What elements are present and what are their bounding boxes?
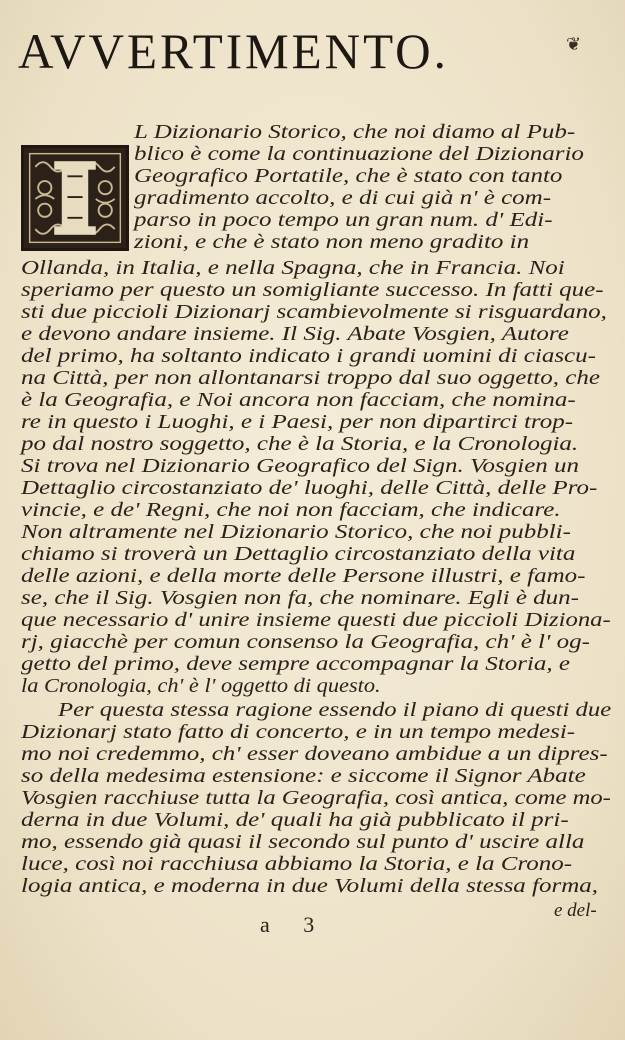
text-line: se, che il Sig. Vosgien non fa, che nominare. Egli è dun- xyxy=(21,587,580,609)
text-line: so della medesima estensione: e siccome il Signor Abate xyxy=(21,765,586,787)
text-line: zioni, e che è stato non meno gradito in xyxy=(134,231,530,253)
text-line: vincie, e de' Regni, che noi non facciam, che indicare. xyxy=(21,499,561,521)
text-line: è la Geografia, e Noi ancora non facciam, che nomina- xyxy=(21,389,576,411)
text-line: derna in due Volumi, de' quali ha già pubblicato il pri- xyxy=(21,809,569,831)
text-line: luce, così noi racchiusa abbiamo la Storia, e la Crono- xyxy=(21,853,573,875)
text-line: gradimento accolto, e di cui già n' è com- xyxy=(134,187,552,209)
text-line: parso in poco tempo un gran num. d' Edi- xyxy=(134,209,553,231)
text-line: del primo, ha soltanto indicato i grandi uomini di ciascu- xyxy=(21,345,596,367)
text-line: mo, essendo già quasi il secondo sul punto d' uscire alla xyxy=(21,831,585,853)
text-line: Si trova nel Dizionario Geografico del Sign. Vosgien un xyxy=(21,455,580,477)
text-line: chiamo si troverà un Dettaglio circostanziato della vita xyxy=(21,543,576,565)
text-line: Ollanda, in Italia, e nella Spagna, che in Francia. Noi xyxy=(21,257,565,279)
catchword: e del- xyxy=(554,900,597,921)
text-line: na Città, per non allontanarsi troppo dal suo oggetto, che xyxy=(21,367,600,389)
signature-mark: a 3 xyxy=(260,912,329,937)
text-line: re in questo i Luoghi, e i Paesi, per non dipartirci trop- xyxy=(21,411,574,433)
text-line: rj, giacchè per comun consenso la Geografia, ch' è l' og- xyxy=(21,631,590,653)
text-line: Geografico Portatile, che è stato con tanto xyxy=(134,165,563,187)
text-line: getto del primo, deve sempre accompagnar la Storia, e xyxy=(21,653,570,675)
margin-mark: ❦ xyxy=(566,34,582,54)
text-line: L Dizionario Storico, che noi diamo al Pub- xyxy=(134,121,576,143)
text-line: Non altramente nel Dizionario Storico, che noi pubbli- xyxy=(21,521,571,543)
text-line: que necessario d' unire insieme questi due piccioli Diziona- xyxy=(21,609,611,631)
text-line: blico è come la continuazione del Dizionario xyxy=(134,143,584,165)
text-line: mo noi credemmo, ch' esser doveano ambidue a un dipres- xyxy=(21,743,608,765)
page-title: AVVERTIMENTO. xyxy=(18,23,449,79)
text-line: Dettaglio circostanziato de' luoghi, delle Città, delle Pro- xyxy=(21,477,598,499)
text-line: Dizionarj stato fatto di concerto, e in un tempo medesi- xyxy=(21,721,576,743)
text-line: speriamo per questo un somigliante successo. In fatti que- xyxy=(21,279,604,301)
text-line: la Cronologia, ch' è l' oggetto di questo. xyxy=(21,675,381,697)
text-line: Per questa stessa ragione essendo il piano di questi due xyxy=(58,699,612,721)
text-line: po dal nostro soggetto, che è la Storia, e la Cronologia. xyxy=(21,433,579,455)
text-line: sti due piccioli Dizionarj scambievolmente si risguardano, xyxy=(21,301,607,323)
text-line: logia antica, e moderna in due Volumi della stessa forma, xyxy=(21,875,599,897)
text-line: Vosgien racchiuse tutta la Geografia, così antica, come mo- xyxy=(21,787,611,809)
text-line: delle azioni, e della morte delle Persone illustri, e famo- xyxy=(21,565,586,587)
text-line: e devono andare insieme. Il Sig. Abate Vosgien, Autore xyxy=(21,323,569,345)
